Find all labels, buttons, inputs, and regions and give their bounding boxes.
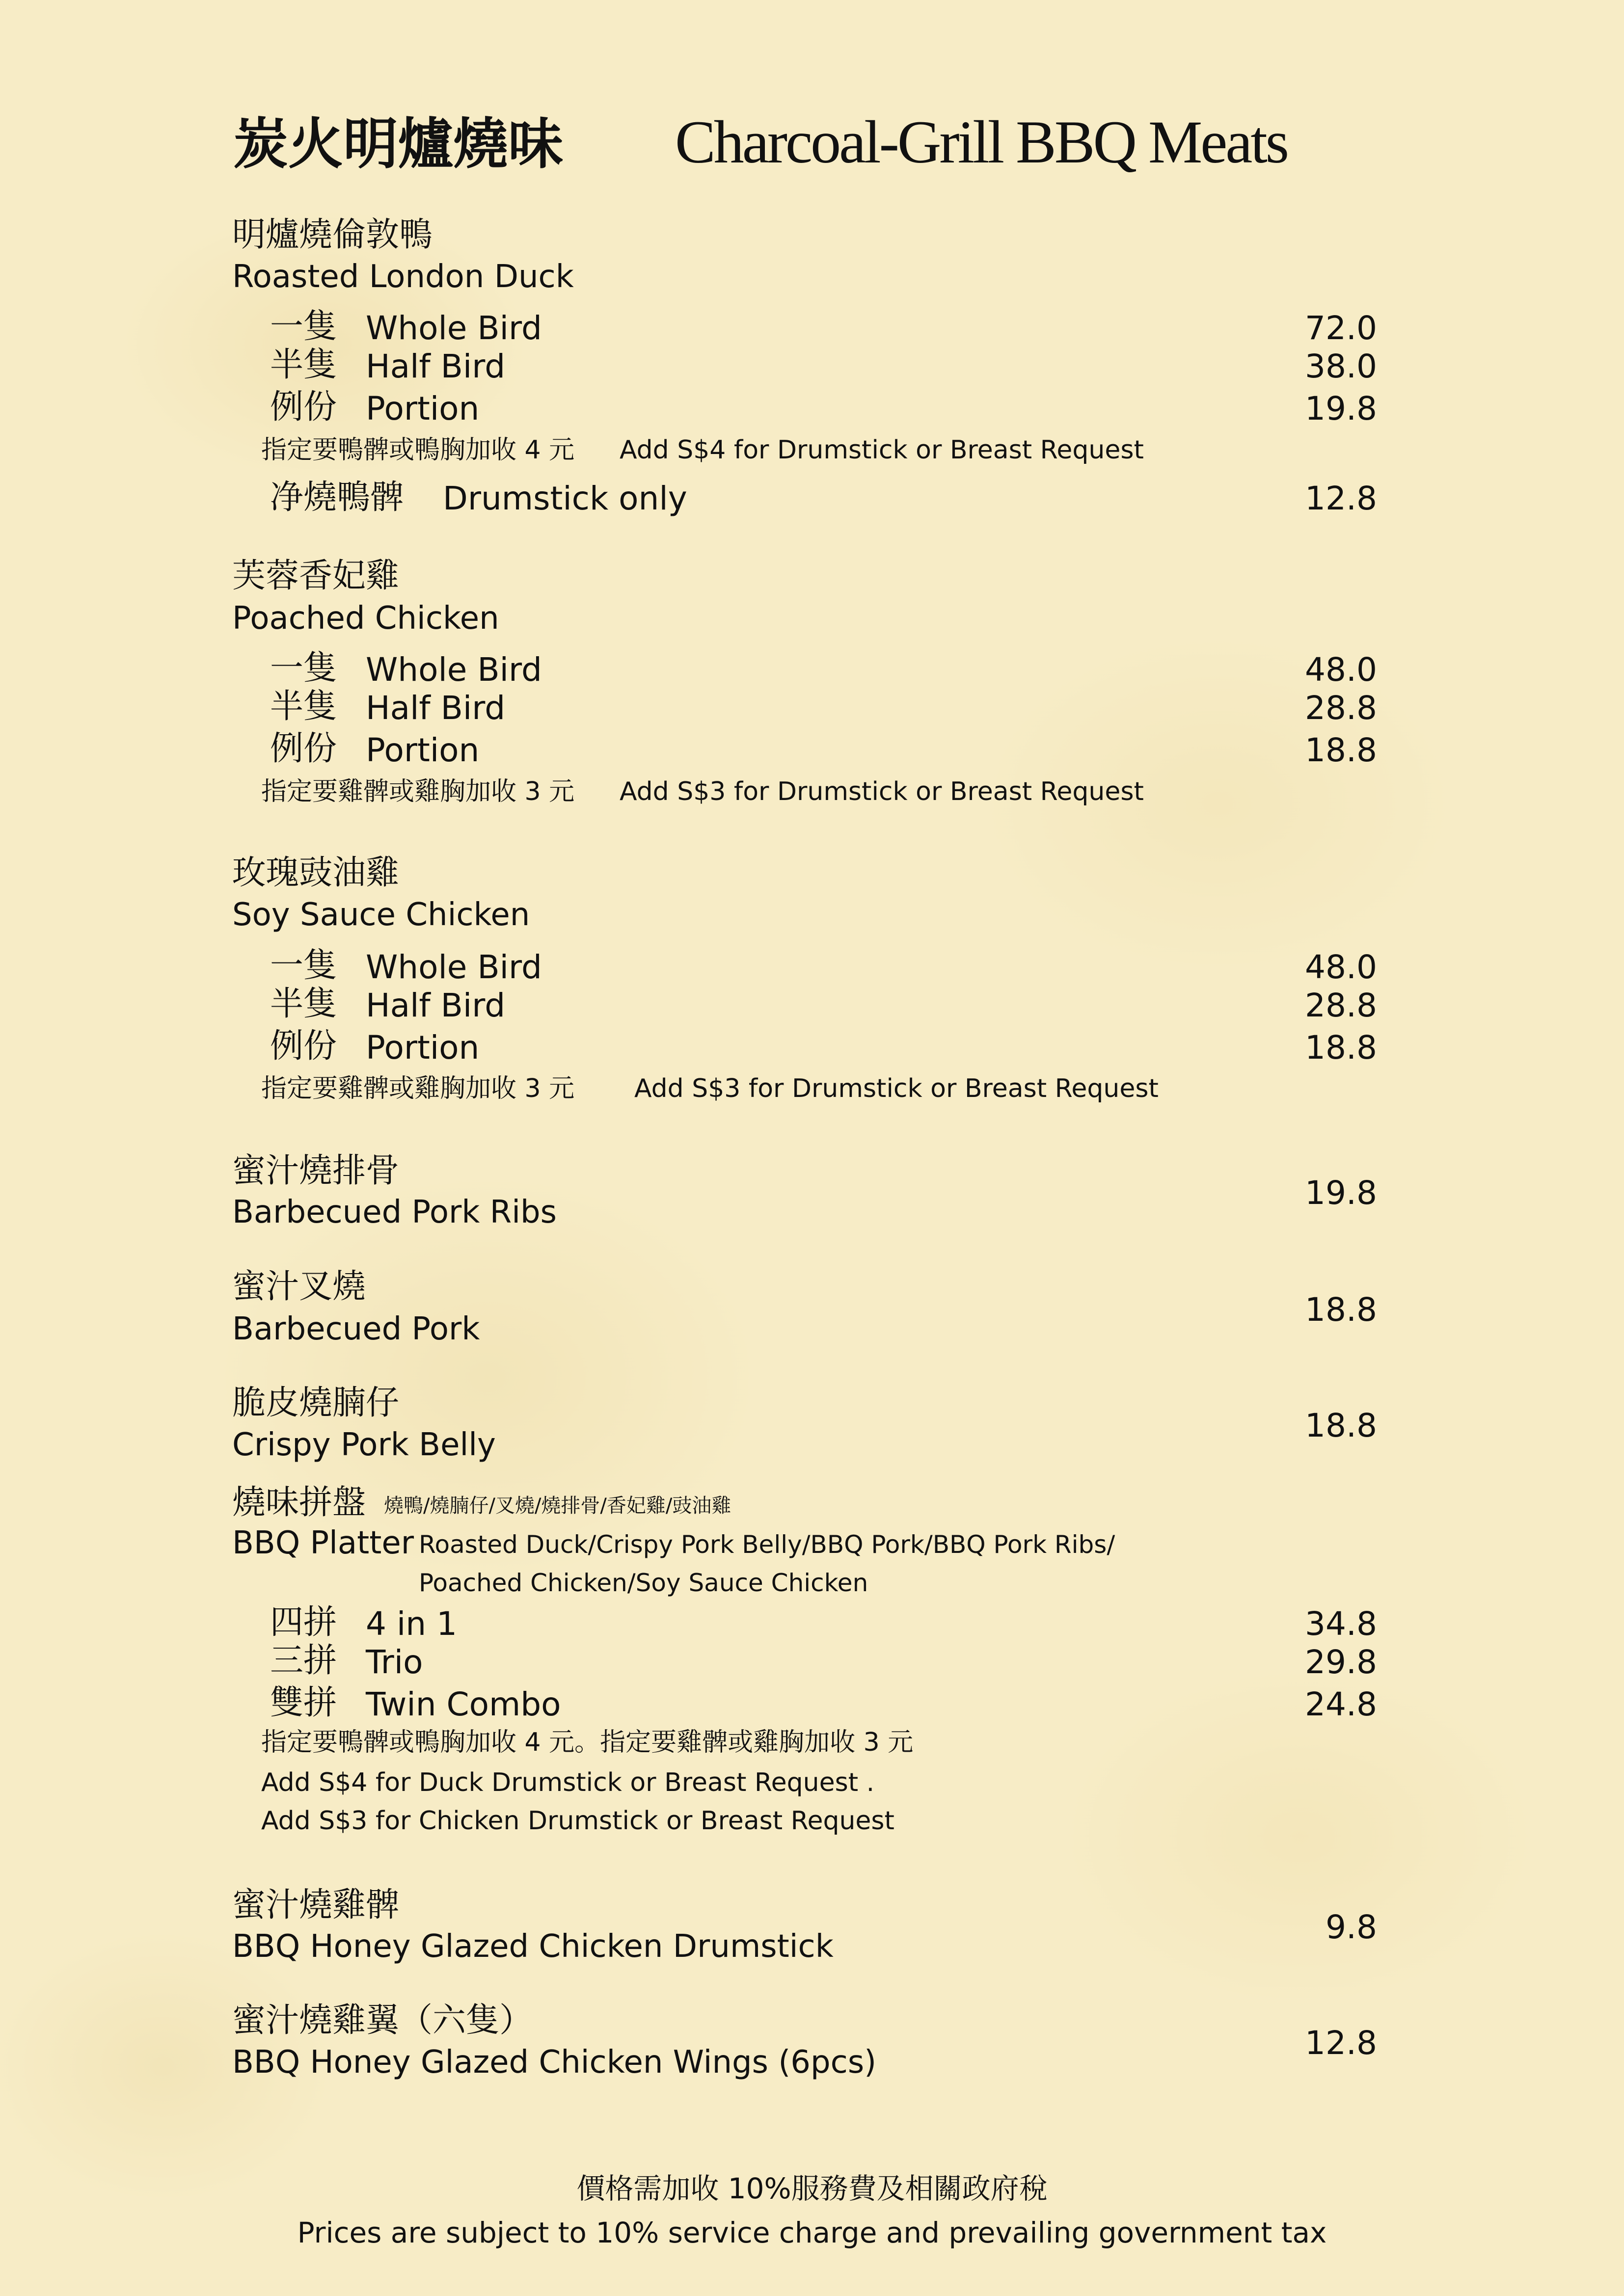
item-price: 48.0 bbox=[1305, 948, 1377, 986]
item-price: 38.0 bbox=[1305, 347, 1377, 385]
footer-note-en: Prices are subject to 10% service charge and prevailing government tax bbox=[297, 2216, 1327, 2249]
menu-title-chinese: 炭火明爐燒味 bbox=[233, 112, 563, 176]
item-size-zh: 半隻 bbox=[270, 687, 337, 726]
item-size-en: Half Bird bbox=[366, 347, 506, 385]
item-price: 24.8 bbox=[1305, 1685, 1377, 1723]
item-size-zh: 半隻 bbox=[270, 985, 337, 1023]
item-price: 18.8 bbox=[1305, 1029, 1377, 1067]
item-price: 72.0 bbox=[1305, 309, 1377, 347]
item-size-zh: 一隻 bbox=[270, 649, 337, 688]
item-size-en: Portion bbox=[366, 390, 480, 427]
item-price: 19.8 bbox=[1305, 390, 1377, 427]
request-note-zh: 指定要鴨髀或鴨胸加收 4 元。指定要雞髀或雞胸加收 3 元 bbox=[261, 1728, 914, 1757]
footer-note-zh: 價格需加收 10%服務費及相關政府稅 bbox=[576, 2172, 1048, 2205]
section-name-zh: 蜜汁燒雞翼（六隻） bbox=[232, 2001, 533, 2040]
item-size-en: Trio bbox=[366, 1643, 423, 1681]
section-name-zh: 蜜汁燒雞髀 bbox=[232, 1886, 400, 1924]
section-name-en: BBQ Honey Glazed Chicken Wings (6pcs) bbox=[232, 2044, 877, 2081]
request-note-zh: 指定要鴨髀或鴨胸加收 4 元 bbox=[261, 435, 575, 465]
item-size-zh: 四拼 bbox=[270, 1603, 337, 1642]
request-note-en: Add S$3 for Drumstick or Breast Request bbox=[620, 777, 1144, 806]
item-size-zh: 例份 bbox=[270, 729, 337, 768]
item-size-en: 4 in 1 bbox=[366, 1605, 458, 1643]
item-price: 48.0 bbox=[1305, 651, 1377, 689]
item-price: 18.8 bbox=[1305, 731, 1377, 769]
item-price: 28.8 bbox=[1305, 987, 1377, 1024]
request-note-en: Add S$4 for Drumstick or Breast Request bbox=[620, 435, 1144, 465]
menu-title-english: Charcoal-Grill BBQ Meats bbox=[675, 108, 1288, 176]
item-size-en: Portion bbox=[366, 1029, 480, 1067]
item-size-zh: 例份 bbox=[270, 1027, 337, 1066]
section-name-zh: 燒味拼盤 bbox=[232, 1483, 366, 1522]
platter-description-en-line1: Roasted Duck/Crispy Pork Belly/BBQ Pork/BBQ Pork Ribs/ bbox=[419, 1530, 1115, 1559]
item-price: 34.8 bbox=[1305, 1605, 1377, 1643]
item-drumstick-en: Drumstick only bbox=[443, 480, 687, 517]
item-price: 28.8 bbox=[1305, 689, 1377, 727]
item-price: 12.8 bbox=[1305, 2024, 1377, 2062]
section-name-en: BBQ Honey Glazed Chicken Drumstick bbox=[232, 1928, 834, 1965]
request-note-zh: 指定要雞髀或雞胸加收 3 元 bbox=[261, 1074, 575, 1103]
section-name-en: Soy Sauce Chicken bbox=[232, 897, 530, 933]
item-size-en: Half Bird bbox=[366, 689, 506, 727]
section-name-zh: 脆皮燒腩仔 bbox=[232, 1384, 400, 1422]
request-note-en: Add S$3 for Drumstick or Breast Request bbox=[634, 1074, 1159, 1103]
request-note-en-line2: Add S$3 for Chicken Drumstick or Breast Request bbox=[261, 1806, 894, 1836]
item-size-en: Half Bird bbox=[366, 987, 506, 1024]
section-name-zh: 芙蓉香妃雞 bbox=[232, 557, 400, 595]
section-name-en: BBQ Platter bbox=[232, 1525, 414, 1561]
platter-description-en-line2: Poached Chicken/Soy Sauce Chicken bbox=[419, 1569, 868, 1597]
request-note-en-line1: Add S$4 for Duck Drumstick or Breast Request . bbox=[261, 1768, 875, 1797]
section-name-en: Crispy Pork Belly bbox=[232, 1427, 496, 1463]
item-size-zh: 例份 bbox=[270, 388, 337, 427]
item-size-zh: 一隻 bbox=[270, 307, 337, 346]
section-name-zh: 玫瑰豉油雞 bbox=[232, 854, 400, 892]
item-size-en: Whole Bird bbox=[366, 948, 542, 986]
request-note-zh: 指定要雞髀或雞胸加收 3 元 bbox=[261, 777, 575, 806]
item-size-zh: 一隻 bbox=[270, 946, 337, 985]
item-price: 12.8 bbox=[1305, 480, 1377, 517]
item-size-zh: 雙拼 bbox=[270, 1683, 337, 1722]
section-name-zh: 蜜汁燒排骨 bbox=[232, 1151, 400, 1190]
section-name-zh: 明爐燒倫敦鴨 bbox=[232, 215, 433, 254]
item-price: 19.8 bbox=[1305, 1174, 1377, 1212]
item-size-zh: 半隻 bbox=[270, 346, 337, 384]
section-name-en: Poached Chicken bbox=[232, 600, 499, 637]
item-drumstick-zh: 净燒鴨髀 bbox=[270, 478, 404, 517]
item-price: 18.8 bbox=[1305, 1407, 1377, 1444]
section-name-zh: 蜜汁叉燒 bbox=[232, 1267, 366, 1306]
item-price: 18.8 bbox=[1305, 1291, 1377, 1329]
section-name-en: Barbecued Pork Ribs bbox=[232, 1194, 557, 1230]
item-price: 29.8 bbox=[1305, 1643, 1377, 1681]
item-size-en: Twin Combo bbox=[366, 1685, 561, 1723]
item-size-zh: 三拼 bbox=[270, 1641, 337, 1680]
item-price: 9.8 bbox=[1326, 1908, 1377, 1946]
item-size-en: Whole Bird bbox=[366, 309, 542, 347]
section-name-en: Barbecued Pork bbox=[232, 1311, 480, 1347]
item-size-en: Whole Bird bbox=[366, 651, 542, 689]
item-size-en: Portion bbox=[366, 731, 480, 769]
section-name-en: Roasted London Duck bbox=[232, 259, 574, 295]
platter-description-zh: 燒鴨/燒腩仔/叉燒/燒排骨/香妃雞/豉油雞 bbox=[384, 1495, 731, 1517]
